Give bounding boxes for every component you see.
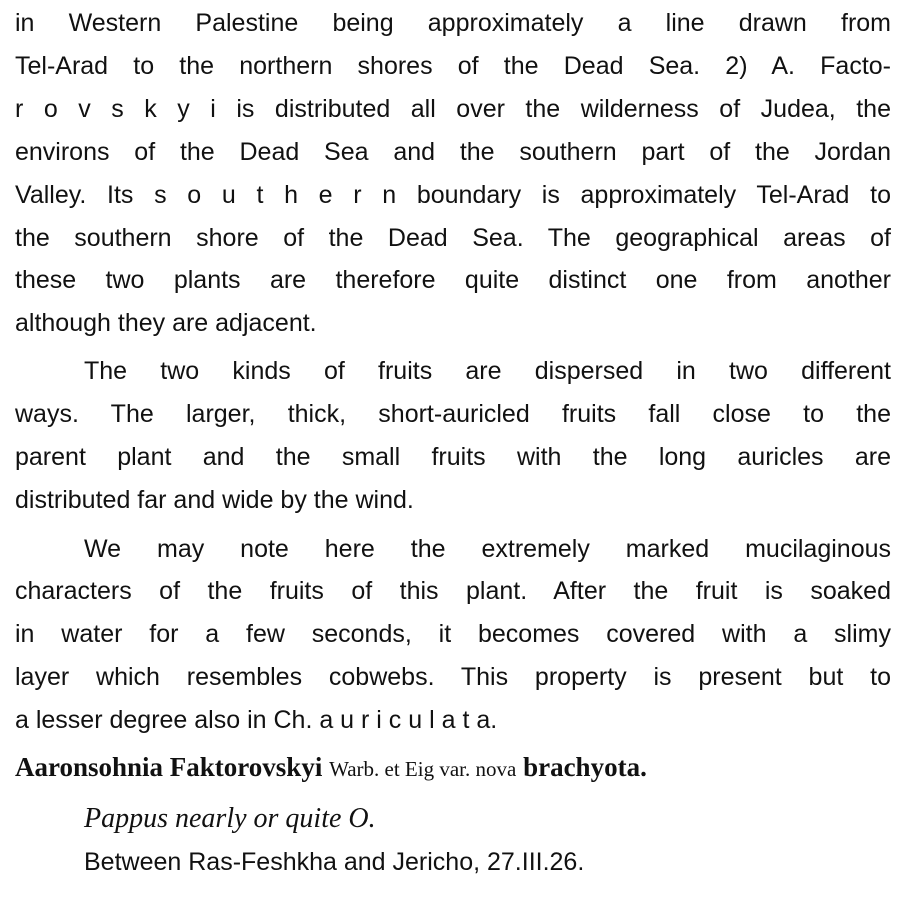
text-line: in Western Palestine being approximately a line drawn from <box>15 9 891 37</box>
text-line: distributed far and wide by the wind. <box>15 486 414 514</box>
text-line: the southern shore of the Dead Sea. The geographical areas of <box>15 224 891 252</box>
text-line: ways. The larger, thick, short-auricled fruits fall close to the <box>15 400 891 428</box>
text-line: Valley. Its s o u t h e r n boundary is approximately Tel-Arad to <box>15 181 891 209</box>
text-line: parent plant and the small fruits with the long auricles are <box>15 443 891 471</box>
text-line: Tel-Arad to the northern shores of the Dead Sea. 2) A. Facto- <box>15 52 891 80</box>
taxon-heading <box>15 752 647 783</box>
text-line: The two kinds of fruits are dispersed in two different <box>84 357 891 385</box>
text-line: a lesser degree also in Ch. a u r i c u l a t a. <box>15 706 498 734</box>
text-line: although they are adjacent. <box>15 309 317 337</box>
text-line: characters of the fruits of this plant. After the fruit is soaked <box>15 577 891 605</box>
text-line: We may note here the extremely marked mucilaginous <box>84 535 891 563</box>
taxon-name: Aaronsohnia Faktorovskyi <box>15 752 323 782</box>
text-line: in water for a few seconds, it becomes covered with a slimy <box>15 620 891 648</box>
taxon-description: Pappus nearly or quite O. <box>84 803 376 834</box>
taxon-variety: brachyota. <box>523 752 647 782</box>
taxon-locality: Between Ras-Feshkha and Jericho, 27.III.26. <box>84 848 585 876</box>
text-line: layer which resembles cobwebs. This property is present but to <box>15 663 891 691</box>
text-line: these two plants are therefore quite distinct one from another <box>15 266 891 294</box>
taxon-authority: Warb. et Eig var. nova <box>329 757 517 781</box>
text-line: environs of the Dead Sea and the southern part of the Jordan <box>15 138 891 166</box>
text-line: r o v s k y i is distributed all over the wilderness of Judea, the <box>15 95 891 123</box>
